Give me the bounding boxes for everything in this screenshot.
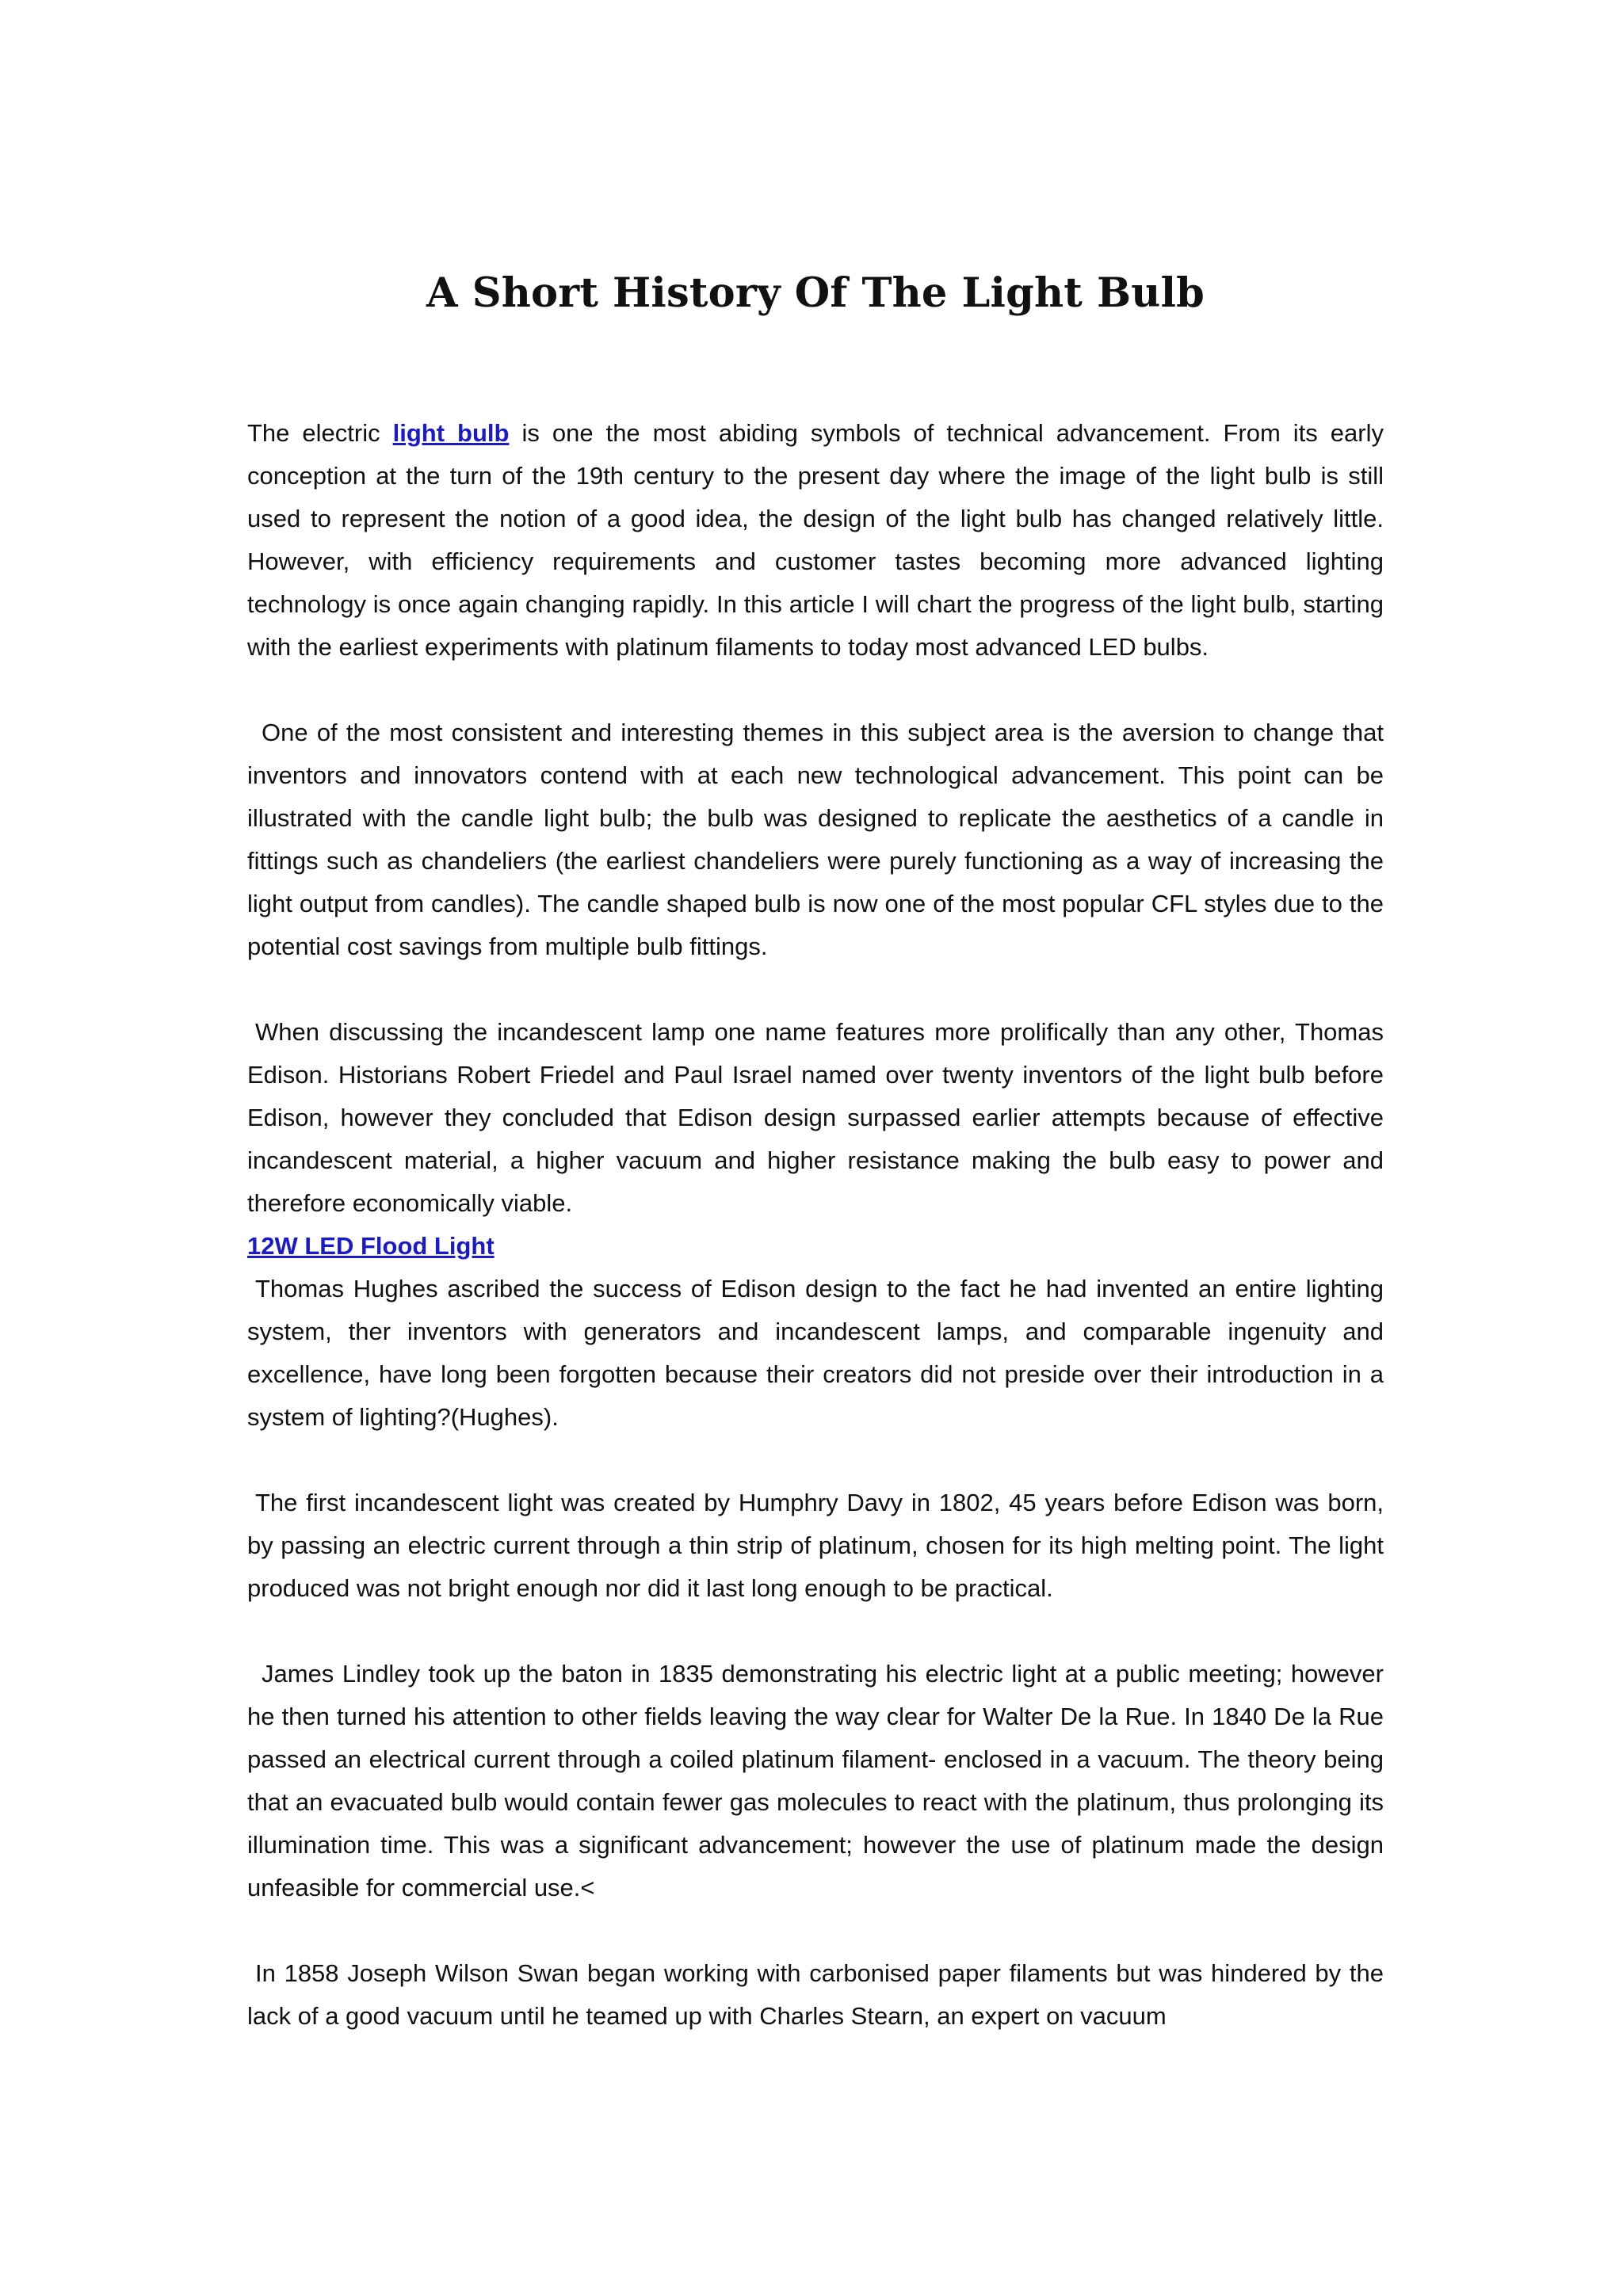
paragraph-intro-lead: The electric xyxy=(247,419,393,447)
document-body xyxy=(247,412,1384,2038)
paragraph-candle: One of the most consistent and interesting themes in this subject area is the aversion to change that inventors and innovators contend with at each new technological advancement. This point can be illustrated with the candle light bulb; the bulb was designed to replicate the aesthetics of a candle in fittings such as chandeliers (the earliest chandeliers were purely functioning as a way of increasing the light output from candles). The candle shaped bulb is now one of the most popular CFL styles due to the potential cost savings from multiple bulb fittings. xyxy=(247,719,1384,960)
paragraph-intro xyxy=(247,412,1384,669)
flood-light-link[interactable]: 12W LED Flood Light xyxy=(247,1232,495,1260)
paragraph-gap xyxy=(247,1909,1384,1952)
document-title: A Short History Of The Light Bulb xyxy=(426,269,1205,317)
paragraph-edison: When discussing the incandescent lamp one name features more prolifically than any other, Thomas Edison. Historians Robert Friedel and Paul Israel named over twenty inventors of the light bulb before Edison, however they concluded that Edison design surpassed earlier attempts because of effective incandescent material, a higher vacuum and higher resistance making the bulb easy to power and therefore economically viable. xyxy=(247,1018,1384,1217)
paragraph-intro-rest: is one the most abiding symbols of technical advancement. From its early conception at the turn of the 19th century to the present day where the image of the light bulb is still used to represent the notion of a good idea, the design of the light bulb has changed relatively little. However, with efficiency requirements and customer tastes becoming more advanced lighting technology is once again changing rapidly. In this article I will chart the progress of the light bulb, starting with the earliest experiments with platinum filaments to today most advanced LED bulbs. xyxy=(247,419,1384,661)
paragraph-gap xyxy=(247,1610,1384,1653)
paragraph-gap xyxy=(247,968,1384,1011)
light-bulb-link[interactable]: light bulb xyxy=(392,419,510,447)
paragraph-gap xyxy=(247,669,1384,711)
flood-light-link-line xyxy=(247,1225,1384,1268)
paragraph-swan: In 1858 Joseph Wilson Swan began working with carbonised paper filaments but was hindered by the lack of a good vacuum until he teamed up with Charles Stearn, an expert on vacuum xyxy=(247,1959,1384,2030)
paragraph-hughes: Thomas Hughes ascribed the success of Edison design to the fact he had invented an entire lighting system, ther inventors with generators and incandescent lamps, and comparable ingenuity and excellence, have long been forgotten because their creators did not preside over their introduction in a system of lighting?(Hughes). xyxy=(247,1275,1384,1431)
paragraph-lindley: James Lindley took up the baton in 1835 demonstrating his electric light at a public meeting; however he then turned his attention to other fields leaving the way clear for Walter De la Rue. In 1840 De la Rue passed an electrical current through a coiled platinum filament- enclosed in a vacuum. The theory being that an evacuated bulb would contain fewer gas molecules to react with the platinum, thus prolonging its illumination time. This was a significant advancement; however the use of platinum made the design unfeasible for commercial use.< xyxy=(247,1660,1384,1901)
paragraph-gap xyxy=(247,1439,1384,1482)
document-page xyxy=(247,261,1384,2038)
paragraph-davy: The first incandescent light was created by Humphry Davy in 1802, 45 years before Edison was born, by passing an electric current through a thin strip of platinum, chosen for its high melting point. The light produced was not bright enough nor did it last long enough to be practical. xyxy=(247,1489,1384,1602)
